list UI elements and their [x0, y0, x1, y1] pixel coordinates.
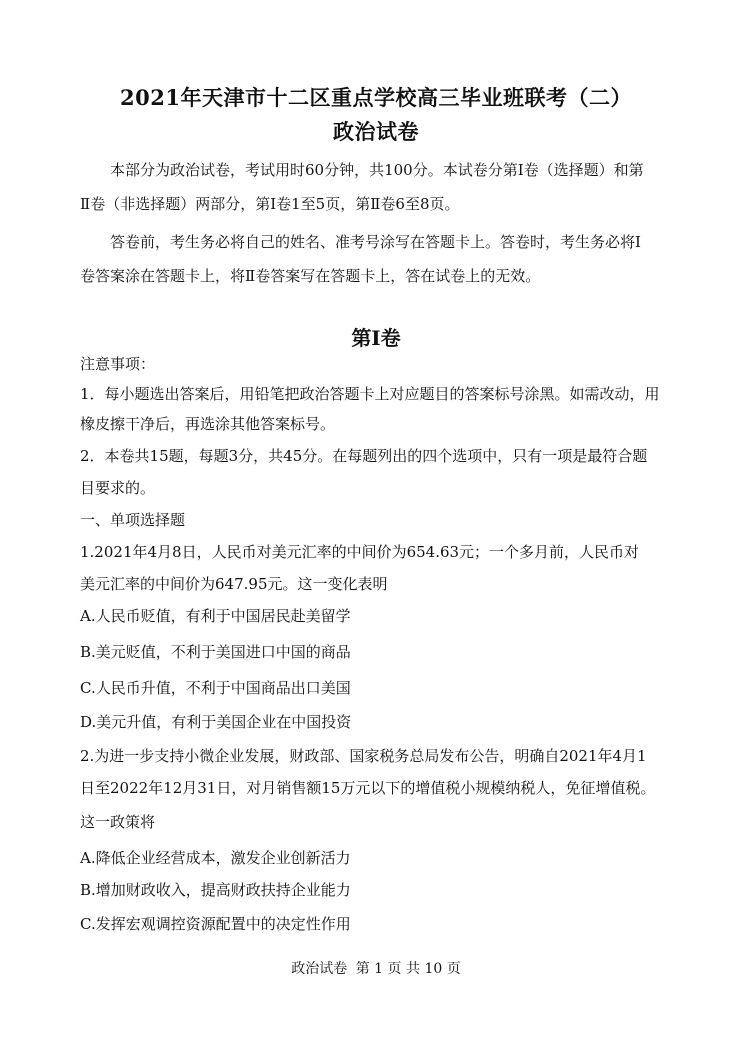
question-2-line-3: 这一政策将	[80, 813, 156, 831]
question-2-line-2: 日至2022年12月31日，对月销售额15万元以下的增值税小规模纳税人，免征增值税。	[80, 779, 656, 797]
intro-paragraph-1-line-1: 本部分为政治试卷，考试用时60分钟，共100分。本试卷分第Ⅰ卷（选择题）和第	[110, 161, 644, 179]
question-1-option-a: A.人民币贬值，有利于中国居民赴美留学	[80, 607, 351, 625]
intro-paragraph-2-line-2: 卷答案涂在答题卡上，将Ⅱ卷答案写在答题卡上，答在试卷上的无效。	[80, 267, 541, 285]
question-2-option-a: A.降低企业经营成本，激发企业创新活力	[80, 849, 351, 867]
section-title: 第Ⅰ卷	[351, 326, 401, 350]
page-footer	[0, 958, 752, 978]
question-1-line-1: 1.2021年4月8日，人民币对美元汇率的中间价为654.63元；一个多月前，人民币对	[80, 543, 640, 561]
question-1-option-d: D.美元升值，有利于美国企业在中国投资	[80, 713, 352, 731]
question-1-line-2: 美元汇率的中间价为647.95元。这一变化表明	[80, 575, 388, 593]
exam-title: 2021年天津市十二区重点学校高三毕业班联考（二）	[120, 85, 632, 110]
question-2-line-1: 2.为进一步支持小微企业发展，财政部、国家税务总局发布公告，明确自2021年4月1	[80, 747, 647, 765]
question-1-option-c: C.人民币升值，不利于中国商品出口美国	[80, 679, 351, 697]
footer-page-info: 第 1 页 共 10 页	[355, 961, 461, 977]
intro-paragraph-2-line-1: 答卷前，考生务必将自己的姓名、准考号涂写在答题卡上。答卷时，考生务必将Ⅰ	[110, 233, 641, 251]
notes-heading: 注意事项：	[80, 355, 156, 373]
part-heading: 一、单项选择题	[80, 511, 186, 529]
intro-paragraph-1-line-2: Ⅱ卷（非选择题）两部分，第Ⅰ卷1至5页，第Ⅱ卷6至8页。	[80, 195, 460, 213]
footer-subject: 政治试卷	[291, 961, 348, 977]
note-2-line-1: 2．本卷共15题，每题3分，共45分。在每题列出的四个选项中，只有一项是最符合题	[80, 447, 648, 465]
question-1-option-b: B.美元贬值，不利于美国进口中国的商品	[80, 643, 351, 661]
note-1-line-2: 橡皮擦干净后，再选涂其他答案标号。	[80, 415, 336, 433]
exam-subject-title: 政治试卷	[333, 119, 419, 144]
note-1-line-1: 1．每小题选出答案后，用铅笔把政治答题卡上对应题目的答案标号涂黑。如需改动，用	[80, 385, 660, 403]
question-2-option-c: C.发挥宏观调控资源配置中的决定性作用	[80, 915, 351, 933]
note-2-line-2: 目要求的。	[80, 479, 156, 497]
question-2-option-b: B.增加财政收入，提高财政扶持企业能力	[80, 881, 351, 899]
